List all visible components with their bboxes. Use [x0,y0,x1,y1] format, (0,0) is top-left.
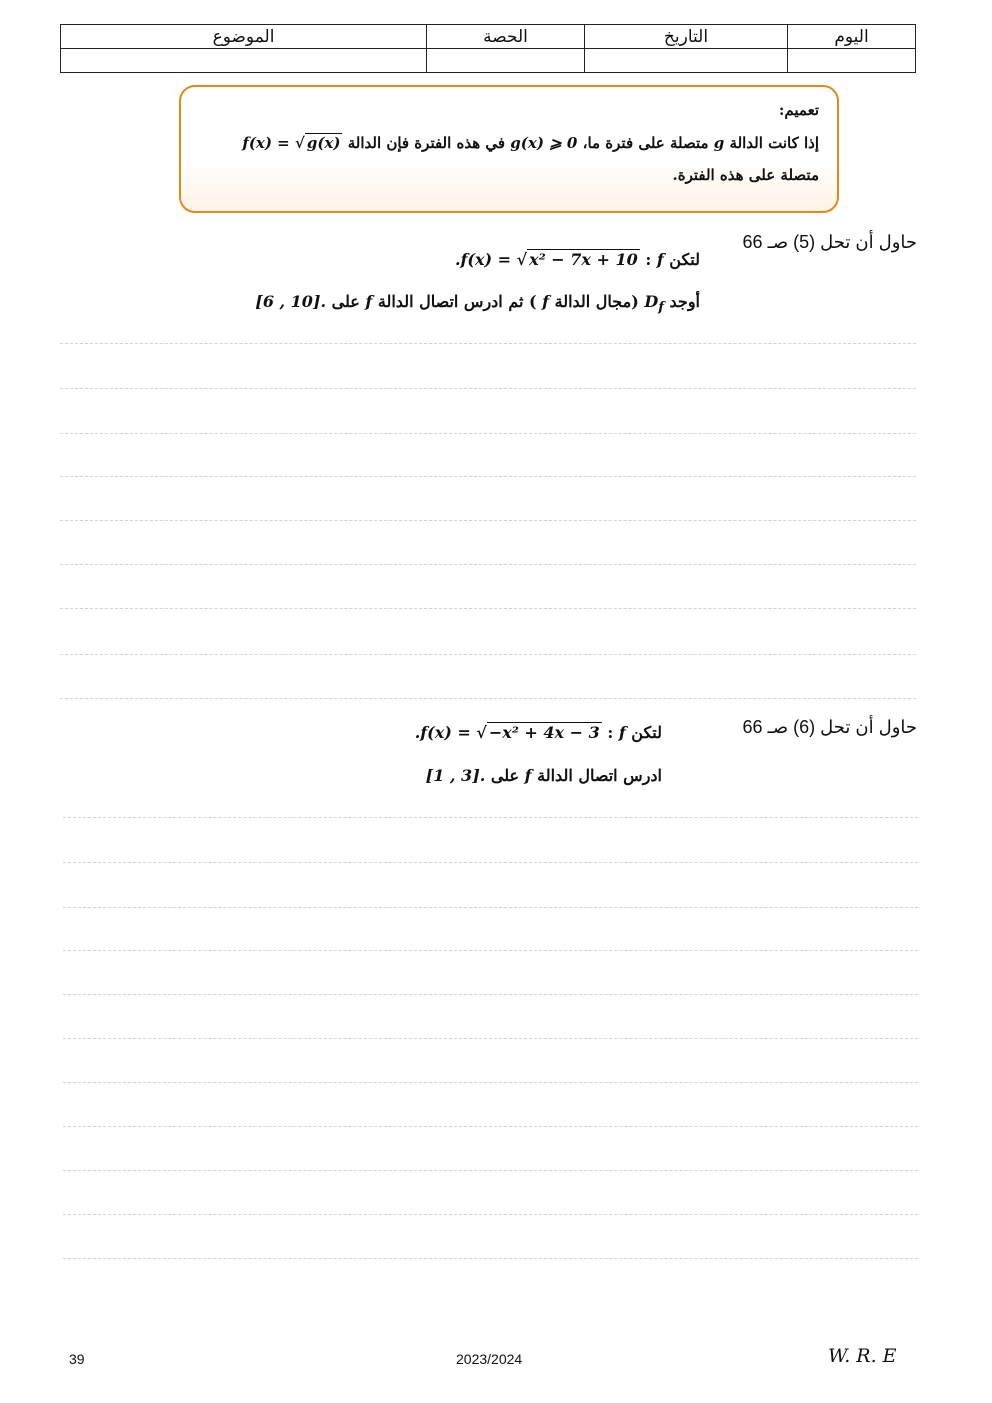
exercise1-task [255,292,700,315]
page-number: 39 [69,1351,85,1367]
ex1-interval: [6 , 10]. [255,292,327,311]
answer-line[interactable] [63,907,918,908]
callout-text-c: في هذه الفترة فإن الدالة [347,134,506,152]
ex1-df-sub: f [658,299,664,316]
ex2-fx: .f(x) = [414,723,477,742]
answer-line[interactable] [63,1126,918,1127]
ex1-domain-text: (مجال الدالة [554,292,639,311]
answer-line[interactable] [60,388,916,389]
answer-line[interactable] [63,817,918,818]
answer-line[interactable] [63,862,918,863]
callout-gx: g(x) [306,134,341,152]
answer-line[interactable] [63,950,918,951]
answer-line[interactable] [60,343,916,344]
generalization-box [179,85,839,213]
callout-condition: g(x) ⩾ 0 [510,134,578,152]
ex1-df [644,292,664,316]
day-cell[interactable] [788,49,916,73]
ex2-study: ادرس اتصال الدالة [537,766,662,785]
answer-line[interactable] [60,698,916,699]
answer-line[interactable] [63,994,918,995]
subject-cell[interactable] [61,49,427,73]
ex1-radicand: x² − 7x + 10 [529,250,638,269]
ex1-formula: .f(x) = √ x² − 7x + 10 [454,250,638,269]
ex1-fx: .f(x) = [454,250,517,269]
ex1-f2: f [542,292,550,311]
ex2-formula: .f(x) = √ −x² + 4x − 3 [414,723,600,742]
answer-line[interactable] [60,476,916,477]
exercise2-label: حاول أن تحل (6) صـ 66 [742,717,917,737]
ex1-let: لتكن [669,250,700,269]
answer-line[interactable] [63,1258,918,1259]
answer-line[interactable] [60,433,916,434]
callout-title: تعميم: [778,101,819,119]
exercise1-label: حاول أن تحل (5) صـ 66 [742,232,917,252]
callout-line2: متصلة على هذه الفترة. [672,166,819,184]
exercise1-statement: لتكن f : .f(x) = √ x² − 7x + 10 [454,250,700,269]
school-year: 2023/2024 [456,1351,523,1367]
callout-text-b: متصلة على فترة ما، [582,134,709,152]
answer-line[interactable] [63,1082,918,1083]
author-signature: W. R. E [828,1345,897,1367]
exercise2-task [426,766,662,785]
ex2-interval: [1 , 3]. [425,766,486,785]
exercise2-statement: لتكن f : .f(x) = √ −x² + 4x − 3 [414,723,662,742]
ex1-find: أوجد [669,292,700,311]
answer-line[interactable] [60,520,916,521]
subject-label: الموضوع [61,25,427,49]
session-label: الحصة [427,25,585,49]
ex2-let: لتكن [631,723,662,742]
callout-fx: f(x) = [242,134,295,152]
header-table [60,24,916,73]
date-cell[interactable] [585,49,788,73]
date-label: التاريخ [585,25,788,49]
answer-line[interactable] [63,1038,918,1039]
session-cell[interactable] [427,49,585,73]
answer-line[interactable] [63,1170,918,1171]
day-label: اليوم [788,25,916,49]
answer-line[interactable] [60,608,916,609]
callout-formula: f(x) = √ g(x) [242,134,341,152]
ex1-on: على [331,292,360,311]
ex2-on: على [490,766,520,785]
ex1-f3: f [365,292,373,311]
ex1-domain-close: ) ثم ادرس اتصال الدالة [377,292,537,311]
answer-line[interactable] [63,1214,918,1215]
ex2-radicand: −x² + 4x − 3 [488,723,600,742]
ex2-f2: f [524,766,532,785]
callout-text-a: إذا كانت الدالة [729,134,819,152]
ex2-f: f [618,723,626,742]
answer-line[interactable] [60,564,916,565]
callout-line1 [199,133,819,153]
ex1-f: f [656,250,664,269]
answer-line[interactable] [60,654,916,655]
callout-g: g [713,134,725,152]
ex1-df-letter: D [644,292,659,311]
